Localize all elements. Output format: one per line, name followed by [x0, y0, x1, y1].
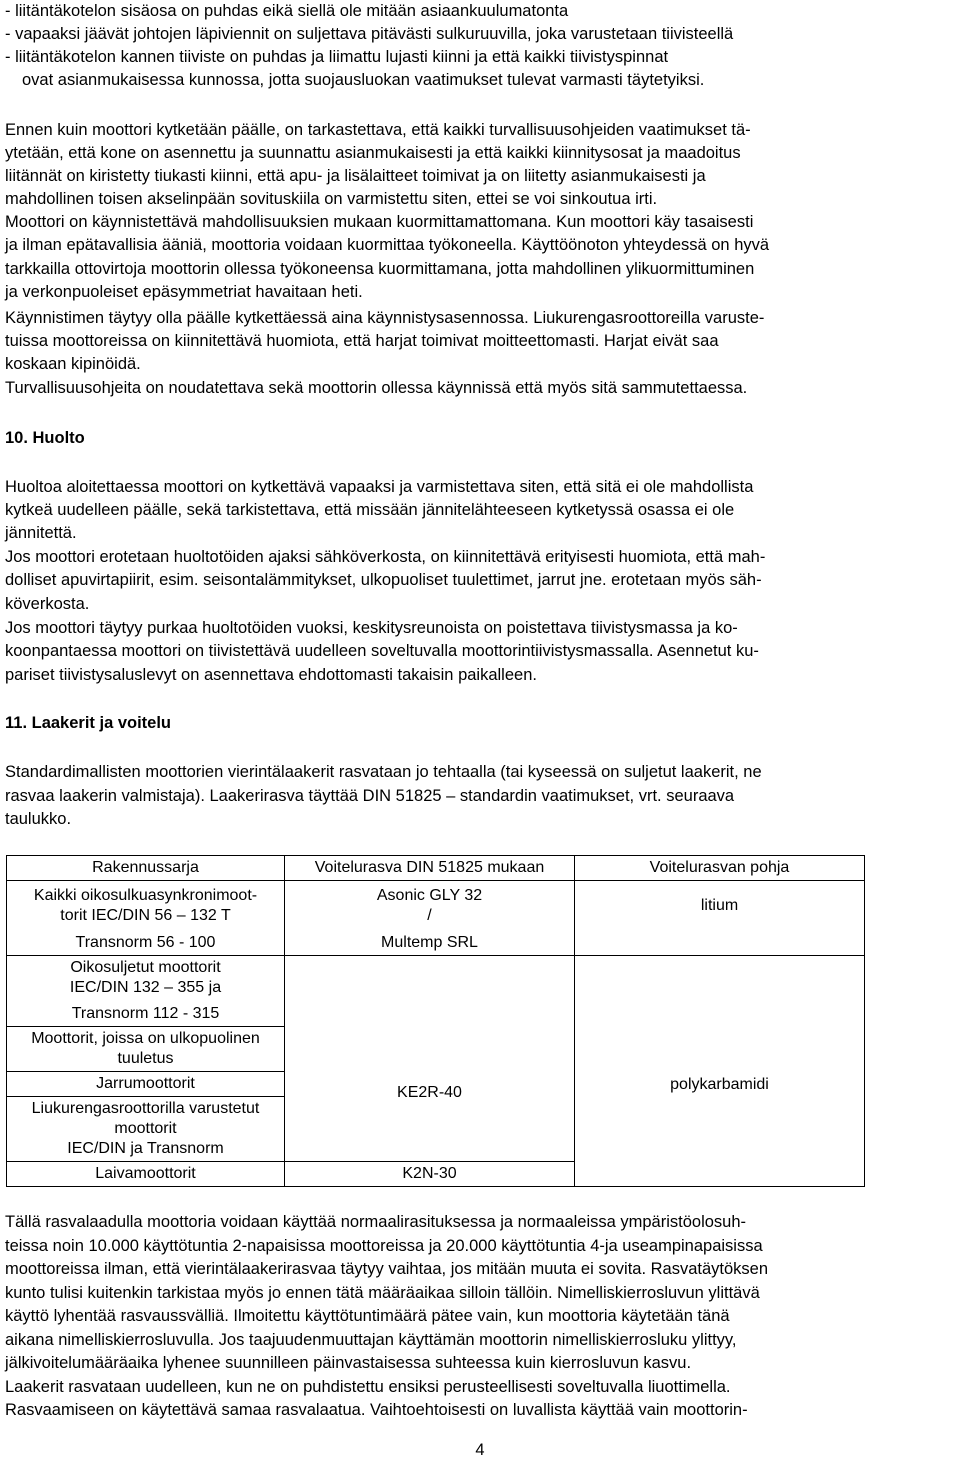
section-heading: 11. Laakerit ja voitelu [5, 714, 171, 732]
body-line: Huoltoa aloitettaessa moottori on kytkettävä vapaaksi ja varmistettava siten, että sitä ei ole mahdollista [5, 478, 754, 496]
table-cell: Multemp SRL [285, 931, 575, 956]
table-header-cell: Voitelurasva DIN 51825 mukaan [285, 856, 575, 881]
table-header-row [7, 856, 865, 881]
table-cell: Jarrumoottorit [7, 1072, 285, 1097]
cell-line: Asonic GLY 32 [376, 887, 483, 904]
table-cell: litium [575, 881, 865, 932]
body-line: mahdollinen toisen akselinpään sovituskiila on varmistettu siten, ettei se voi sinkoutua irti. [5, 190, 658, 208]
body-line: kytkeä uudelleen päälle, sekä tarkistettava, että missään jännitelähteeseen kytketyssä osassa ei ole [5, 501, 735, 519]
body-line: ytetään, että kone on asennettu ja suunnattu asianmukaisesti ja että kaikki kiinnitysosat ja maadoitus [5, 144, 741, 162]
cell-line: / [427, 907, 432, 924]
cell-line: Oikosuljetut moottorit [70, 959, 221, 976]
body-line: koskaan kipinöidä. [5, 355, 141, 373]
table-cell [7, 956, 285, 1027]
table-cell [575, 931, 865, 956]
cell-line: Moottorit, joissa on ulkopuolinen [31, 1030, 260, 1047]
body-line: koonpantaessa moottori on tiivistettävä uudelleen soveltuvalla moottorintiivistysmassalla. Asennetut ku- [5, 642, 759, 660]
body-line: ja verkonpuoleiset epäsymmetriat havaitaan heti. [5, 283, 363, 301]
body-line: moottoreissa ilman, että vierintälaakerirasvaa täytyy vaihtaa, jos mitään muuta ei sovita. Rasvatäytöksen [5, 1260, 769, 1278]
body-line: Jos moottori erotetaan huoltotöiden ajaksi sähköverkosta, on kiinnitettävä erityisesti huomiota, että mah- [5, 548, 766, 566]
body-line: tuissa moottoreissa on kiinnitettävä huomiota, että harjat toimivat moitteettomasti. Harjat eivät saa [5, 332, 719, 350]
table-cell: KE2R-40 [285, 956, 575, 1162]
body-line: Moottori on käynnistettävä mahdollisuuksien mukaan kuormittamattomana. Kun moottori käy tasaisesti [5, 213, 754, 231]
body-line: aikana nimelliskierrosluvulla. Jos taajuudenmuuttajan käyttämän moottorin nimelliskierrosluku ylittyy, [5, 1331, 737, 1349]
table-cell [7, 1027, 285, 1072]
table-row [7, 881, 865, 932]
cell-line: Kaikki oikosulkuasynkronimoot- [33, 887, 258, 904]
table-row [7, 931, 865, 956]
body-line: pariset tiivistysaluslevyt on asennettava ehdottomasti takaisin paikalleen. [5, 666, 537, 684]
cell-line: moottorit [114, 1120, 177, 1137]
body-line: Rasvaamiseen on käytettävä samaa rasvalaatua. Vaihtoehtoisesti on luvallista käyttää vain moottorin- [5, 1401, 748, 1419]
cell-line: Liukurengasroottorilla varustetut [31, 1100, 260, 1117]
body-line: Standardimallisten moottorien vierintälaakerit rasvataan jo tehtaalla (tai kyseessä on suljetut laakerit, ne [5, 763, 762, 781]
body-line: jälkivoitelumääräaika lyhenee suunnilleen päinvastaisessa suhteessa kuin kierrosluvun kasvu. [5, 1354, 692, 1372]
body-line: teissa noin 10.000 käyttötuntia 2-napaisissa moottoreissa ja 20.000 käyttötuntia 4-ja useampinapaisissa [5, 1237, 763, 1255]
table-cell [7, 881, 285, 932]
bullet-line: - liitäntäkotelon sisäosa on puhdas eikä siellä ole mitään asiaankuulumatonta [5, 2, 569, 20]
bullet-line: - vapaaksi jäävät johtojen läpiviennit on suljettava pitävästi sulkuruuvilla, joka varustetaan tiivisteellä [5, 25, 734, 43]
body-line: Jos moottori täytyy purkaa huoltotöiden vuoksi, keskitysreunoista on poistettava tiivistysmassa ja ko- [5, 619, 738, 637]
cell-line: Transnorm 112 - 315 [71, 1005, 220, 1022]
body-line: taulukko. [5, 810, 72, 828]
page-number: 4 [475, 1441, 485, 1459]
body-line: tarkkailla ottovirtoja moottorin ollessa työkoneensa kuormittamana, jotta mahdollinen ylikuormittuminen [5, 260, 755, 278]
body-line: käyttö lyhentää rasvaussvälliä. Ilmoitettu käyttötuntimäärä pätee vain, kun moottoria käytetään tänä [5, 1307, 730, 1325]
section-heading: 10. Huolto [5, 429, 85, 447]
table-header-cell: Voitelurasvan pohja [575, 856, 865, 881]
lubricant-table [6, 855, 865, 1187]
table-cell: K2N-30 [285, 1162, 575, 1187]
bullet-line: ovat asianmukaisessa kunnossa, jotta suojausluokan vaatimukset tulevat varmasti täytetyiksi. [22, 71, 705, 89]
body-line: rasvaa laakerin valmistaja). Laakerirasva täyttää DIN 51825 – standardin vaatimukset, vrt. seuraava [5, 787, 735, 805]
body-line: ja ilman epätavallisia ääniä, moottoria voidaan kuormittaa työkoneella. Käyttöönoton yhteydessä on hyvä [5, 236, 770, 254]
body-line: kunto tulisi kuitenkin tarkistaa myös jo ennen tätä määräaikaa silloin tällöin. Nimelliskierrosluvun ylittävä [5, 1284, 760, 1302]
table-cell [7, 1097, 285, 1162]
cell-line: IEC/DIN 132 – 355 ja [69, 979, 222, 996]
bullet-line: - liitäntäkotelon kannen tiiviste on puhdas ja liimattu lujasti kiinni ja että kaikki tiivistyspinnat [5, 48, 669, 66]
table-header-cell: Rakennussarja [7, 856, 285, 881]
cell-line: torit IEC/DIN 56 – 132 T [60, 907, 231, 924]
table-cell: Transnorm 56 - 100 [7, 931, 285, 956]
table-row [7, 956, 865, 1027]
body-line: Ennen kuin moottori kytketään päälle, on tarkastettava, että kaikki turvallisuusohjeiden vaatimukset tä- [5, 121, 751, 139]
body-line: dolliset apuvirtapiirit, esim. seisontalämmitykset, ulkopuoliset tuulettimet, jarrut jne. erotetaan myös säh- [5, 571, 762, 589]
table-cell: Laivamoottorit [7, 1162, 285, 1187]
body-line: jännitettä. [5, 524, 77, 542]
table-cell [285, 881, 575, 932]
cell-line: tuuletus [117, 1050, 174, 1067]
body-line: köverkosta. [5, 595, 90, 613]
cell-line: IEC/DIN ja Transnorm [67, 1140, 224, 1157]
body-line: Laakerit rasvataan uudelleen, kun ne on puhdistettu ensiksi perusteellisesti soveltuvalla liuottimella. [5, 1378, 731, 1396]
body-line: Turvallisuusohjeita on noudatettava sekä moottorin ollessa käynnissä että myös sitä sammutettaessa. [5, 379, 748, 397]
body-line: liitännät on kiristetty tiukasti kiinni, että apu- ja lisälaitteet toimivat ja on liitetty asianmukaisesti ja [5, 167, 706, 185]
table-cell: polykarbamidi [575, 956, 865, 1187]
body-line: Tällä rasvalaadulla moottoria voidaan käyttää normaalirasituksessa ja normaaleissa ympäristöolosuh- [5, 1213, 747, 1231]
body-line: Käynnistimen täytyy olla päälle kytkettäessä aina käynnistysasennossa. Liukurengasroottoreilla varuste- [5, 309, 765, 327]
